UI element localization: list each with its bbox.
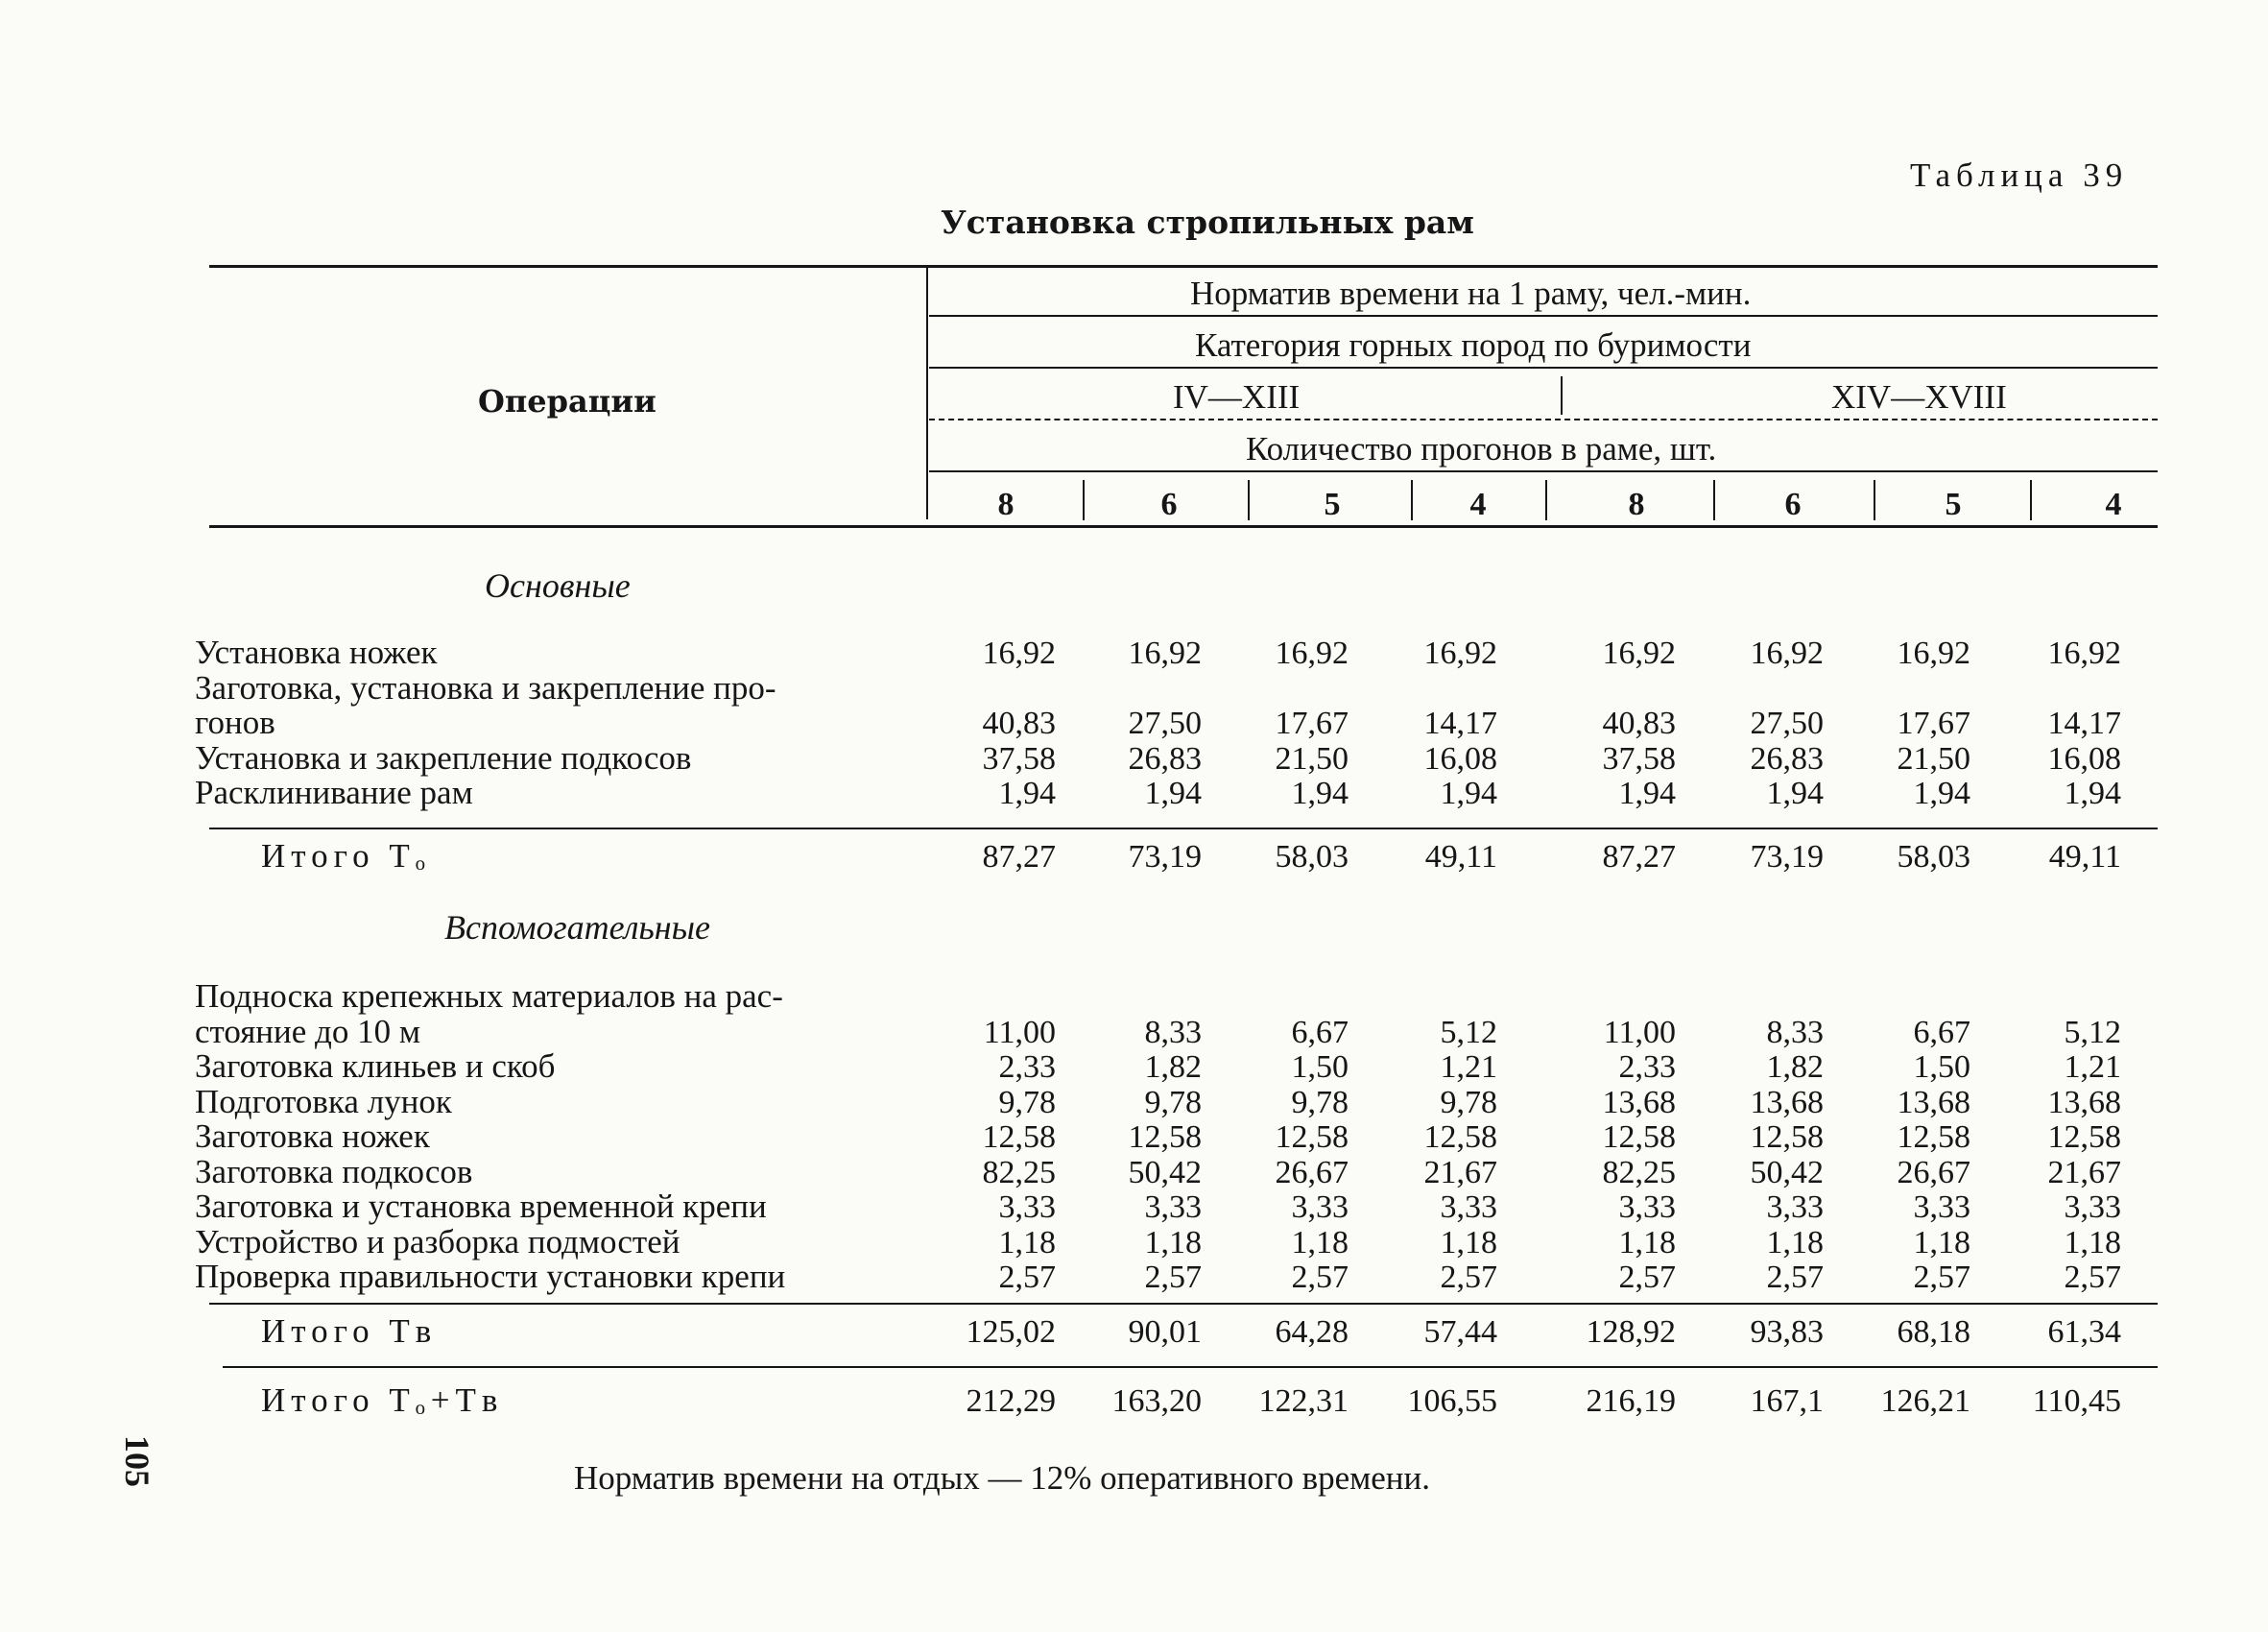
table-cell: 16,92 bbox=[1602, 636, 1676, 671]
page-number: 105 bbox=[118, 1435, 156, 1487]
total-cell: 167,1 bbox=[1750, 1383, 1824, 1419]
row-label: Заготовка, установка и закрепление про- bbox=[195, 668, 776, 707]
table-cell: 2,57 bbox=[1440, 1260, 1497, 1295]
table-cell: 2,33 bbox=[1618, 1049, 1676, 1085]
row-label: Подноска крепежных материалов на рас- bbox=[195, 977, 783, 1015]
table-cell: 40,83 bbox=[1602, 706, 1676, 741]
table-cell: 3,33 bbox=[1144, 1189, 1202, 1225]
table-cell: 16,08 bbox=[1423, 740, 1497, 777]
table-cell: 1,94 bbox=[998, 776, 1056, 811]
table-cell: 12,58 bbox=[1275, 1119, 1349, 1155]
total-cell: 122,31 bbox=[1258, 1383, 1349, 1419]
total-ov-rule bbox=[223, 1366, 2158, 1368]
header-bottom-rule bbox=[209, 525, 2158, 528]
column-header-divider bbox=[1545, 480, 1547, 520]
table-cell: 1,82 bbox=[1766, 1049, 1824, 1085]
footnote: Норматив времени на отдых — 12% оперативного времени. bbox=[574, 1459, 1431, 1497]
table-cell: 40,83 bbox=[982, 706, 1056, 741]
table-cell: 16,92 bbox=[1128, 636, 1202, 671]
table-cell: 21,50 bbox=[1275, 740, 1349, 777]
total-label: Итого Tₒ bbox=[261, 837, 431, 875]
category-header: Категория горных пород по буримости bbox=[1195, 326, 1752, 364]
section-main-title: Основные bbox=[485, 566, 631, 605]
table-cell: 12,58 bbox=[1750, 1119, 1824, 1155]
table-cell: 16,08 bbox=[2047, 740, 2121, 777]
table-cell: 2,57 bbox=[2064, 1260, 2121, 1295]
table-top-rule bbox=[209, 265, 2158, 268]
table-cell: 16,92 bbox=[982, 636, 1056, 671]
table-cell: 3,33 bbox=[1766, 1189, 1824, 1225]
table-cell: 26,83 bbox=[1128, 740, 1202, 777]
table-cell: 50,42 bbox=[1750, 1154, 1824, 1190]
total-cell: 128,92 bbox=[1586, 1314, 1676, 1350]
section-aux-title: Вспомогательные bbox=[444, 908, 710, 947]
table-cell: 9,78 bbox=[1291, 1084, 1349, 1120]
table-cell: 1,94 bbox=[1291, 776, 1349, 811]
row-label: Заготовка и установка временной крепи bbox=[195, 1188, 767, 1225]
table-cell: 1,18 bbox=[998, 1224, 1056, 1260]
column-header-divider bbox=[1874, 480, 1875, 520]
table-cell: 1,18 bbox=[1144, 1224, 1202, 1260]
column-header: 8 bbox=[1628, 487, 1645, 522]
total-cell: 87,27 bbox=[982, 839, 1056, 875]
table-cell: 12,58 bbox=[1423, 1119, 1497, 1155]
table-title: Установка стропильных рам bbox=[941, 204, 1474, 241]
table-cell: 1,21 bbox=[1440, 1049, 1497, 1085]
total-label: Итого Tₒ+Tв bbox=[261, 1381, 504, 1419]
purlins-header: Количество прогонов в раме, шт. bbox=[1246, 430, 1717, 468]
total-cell: 163,20 bbox=[1111, 1383, 1202, 1419]
table-cell: 8,33 bbox=[1144, 1014, 1202, 1050]
table-cell: 1,18 bbox=[2064, 1224, 2121, 1260]
header-rule-1 bbox=[929, 315, 2158, 317]
total-cell: 49,11 bbox=[1424, 839, 1497, 875]
table-cell: 16,92 bbox=[1275, 636, 1349, 671]
header-vertical-divider bbox=[926, 265, 928, 519]
column-header: 6 bbox=[1784, 487, 1802, 522]
total-cell: 57,44 bbox=[1423, 1314, 1497, 1350]
table-cell: 16,92 bbox=[1423, 636, 1497, 671]
norm-header: Норматив времени на 1 раму, чел.-мин. bbox=[1190, 275, 1752, 312]
table-cell: 21,50 bbox=[1897, 740, 1970, 777]
column-header-divider bbox=[1411, 480, 1413, 520]
table-cell: 1,94 bbox=[2064, 776, 2121, 811]
table-cell: 21,67 bbox=[1423, 1154, 1497, 1190]
table-cell: 8,33 bbox=[1766, 1014, 1824, 1050]
table-cell: 3,33 bbox=[1291, 1189, 1349, 1225]
table-cell: 6,67 bbox=[1913, 1014, 1970, 1050]
table-cell: 3,33 bbox=[1913, 1189, 1970, 1225]
total-o-rule bbox=[209, 828, 2158, 829]
total-cell: 110,45 bbox=[2032, 1383, 2121, 1419]
table-cell: 1,21 bbox=[2064, 1049, 2121, 1085]
table-cell: 3,33 bbox=[1618, 1189, 1676, 1225]
table-cell: 21,67 bbox=[2047, 1154, 2121, 1190]
table-cell: 14,17 bbox=[2047, 706, 2121, 741]
row-label: Устройство и разборка подмостей bbox=[195, 1222, 680, 1260]
row-label: Заготовка клиньев и скоб bbox=[195, 1047, 556, 1085]
table-cell: 1,94 bbox=[1618, 776, 1676, 811]
total-cell: 125,02 bbox=[966, 1314, 1056, 1350]
table-cell: 27,50 bbox=[1128, 706, 1202, 741]
table-cell: 2,57 bbox=[1766, 1260, 1824, 1295]
total-cell: 212,29 bbox=[966, 1383, 1056, 1419]
table-cell: 6,67 bbox=[1291, 1014, 1349, 1050]
table-cell: 1,94 bbox=[1766, 776, 1824, 811]
table-cell: 3,33 bbox=[1440, 1189, 1497, 1225]
column-header-divider bbox=[1083, 480, 1085, 520]
total-cell: 216,19 bbox=[1586, 1383, 1676, 1419]
column-header: 4 bbox=[1469, 487, 1487, 522]
table-cell: 1,50 bbox=[1291, 1049, 1349, 1085]
table-cell: 37,58 bbox=[982, 740, 1056, 777]
table-label: Таблица 39 bbox=[1910, 156, 2129, 194]
table-cell: 2,57 bbox=[1144, 1260, 1202, 1295]
total-cell: 90,01 bbox=[1128, 1314, 1202, 1350]
table-cell: 50,42 bbox=[1128, 1154, 1202, 1190]
column-header: 4 bbox=[2105, 487, 2122, 522]
row-label: стояние до 10 м bbox=[195, 1012, 421, 1050]
table-cell: 82,25 bbox=[982, 1154, 1056, 1190]
table-cell: 12,58 bbox=[1602, 1119, 1676, 1155]
total-v-rule bbox=[209, 1303, 2158, 1305]
column-header: 5 bbox=[1945, 487, 1962, 522]
table-cell: 1,18 bbox=[1440, 1224, 1497, 1260]
row-label: Установка и закрепление подкосов bbox=[195, 738, 692, 777]
row-label: гонов bbox=[195, 704, 275, 741]
row-label: Расклинивание рам bbox=[195, 774, 473, 811]
table-cell: 26,83 bbox=[1750, 740, 1824, 777]
table-cell: 13,68 bbox=[1602, 1084, 1676, 1120]
table-cell: 5,12 bbox=[2064, 1014, 2121, 1050]
column-header: 8 bbox=[997, 487, 1015, 522]
table-cell: 2,57 bbox=[1913, 1260, 1970, 1295]
table-cell: 16,92 bbox=[1897, 636, 1970, 671]
table-cell: 1,18 bbox=[1291, 1224, 1349, 1260]
column-header-divider bbox=[1713, 480, 1715, 520]
table-cell: 9,78 bbox=[1440, 1084, 1497, 1120]
table-cell: 1,18 bbox=[1766, 1224, 1824, 1260]
table-cell: 9,78 bbox=[1144, 1084, 1202, 1120]
row-label: Заготовка ножек bbox=[195, 1117, 430, 1155]
table-cell: 2,57 bbox=[998, 1260, 1056, 1295]
table-cell: 1,94 bbox=[1144, 776, 1202, 811]
group-divider bbox=[1561, 376, 1563, 415]
column-header: 6 bbox=[1160, 487, 1178, 522]
table-cell: 2,57 bbox=[1291, 1260, 1349, 1295]
total-cell: 106,55 bbox=[1407, 1383, 1497, 1419]
table-cell: 1,18 bbox=[1618, 1224, 1676, 1260]
total-cell: 73,19 bbox=[1128, 839, 1202, 875]
operations-header: Операции bbox=[478, 383, 657, 420]
table-cell: 27,50 bbox=[1750, 706, 1824, 741]
total-cell: 93,83 bbox=[1750, 1314, 1824, 1350]
total-cell: 68,18 bbox=[1897, 1314, 1970, 1350]
table-cell: 1,94 bbox=[1440, 776, 1497, 811]
total-cell: 58,03 bbox=[1897, 839, 1970, 875]
total-cell: 64,28 bbox=[1275, 1314, 1349, 1350]
table-cell: 11,00 bbox=[983, 1014, 1056, 1050]
table-cell: 37,58 bbox=[1602, 740, 1676, 777]
table-cell: 2,33 bbox=[998, 1049, 1056, 1085]
total-cell: 58,03 bbox=[1275, 839, 1349, 875]
table-cell: 17,67 bbox=[1275, 706, 1349, 741]
row-label: Установка ножек bbox=[195, 634, 438, 671]
table-cell: 13,68 bbox=[1750, 1084, 1824, 1120]
table-cell: 1,18 bbox=[1913, 1224, 1970, 1260]
table-cell: 13,68 bbox=[2047, 1084, 2121, 1120]
table-cell: 12,58 bbox=[2047, 1119, 2121, 1155]
table-cell: 12,58 bbox=[1128, 1119, 1202, 1155]
header-rule-3 bbox=[929, 419, 2158, 420]
table-cell: 26,67 bbox=[1897, 1154, 1970, 1190]
total-cell: 61,34 bbox=[2047, 1314, 2121, 1350]
table-cell: 1,82 bbox=[1144, 1049, 1202, 1085]
table-cell: 82,25 bbox=[1602, 1154, 1676, 1190]
group1-header: IV—XIII bbox=[1173, 378, 1301, 416]
row-label: Заготовка подкосов bbox=[195, 1152, 473, 1190]
total-cell: 73,19 bbox=[1750, 839, 1824, 875]
table-cell: 13,68 bbox=[1897, 1084, 1970, 1120]
header-rule-2 bbox=[929, 367, 2158, 369]
total-cell: 126,21 bbox=[1880, 1383, 1970, 1419]
row-label: Подготовка лунок bbox=[195, 1082, 452, 1120]
table-cell: 12,58 bbox=[982, 1119, 1056, 1155]
table-cell: 5,12 bbox=[1440, 1014, 1497, 1050]
column-header-divider bbox=[1248, 480, 1250, 520]
table-cell: 9,78 bbox=[998, 1084, 1056, 1120]
total-cell: 49,11 bbox=[2048, 839, 2121, 875]
table-cell: 17,67 bbox=[1897, 706, 1970, 741]
row-label: Проверка правильности установки крепи bbox=[195, 1258, 786, 1295]
total-cell: 87,27 bbox=[1602, 839, 1676, 875]
table-cell: 16,92 bbox=[2047, 636, 2121, 671]
table-cell: 11,00 bbox=[1603, 1014, 1676, 1050]
total-label: Итого Tв bbox=[261, 1312, 438, 1350]
table-cell: 12,58 bbox=[1897, 1119, 1970, 1155]
table-cell: 14,17 bbox=[1423, 706, 1497, 741]
table-cell: 2,57 bbox=[1618, 1260, 1676, 1295]
table-cell: 16,92 bbox=[1750, 636, 1824, 671]
header-rule-4 bbox=[929, 470, 2158, 472]
table-cell: 1,94 bbox=[1913, 776, 1970, 811]
table-cell: 3,33 bbox=[2064, 1189, 2121, 1225]
group2-header: XIV—XVIII bbox=[1831, 378, 2007, 416]
column-header-divider bbox=[2030, 480, 2032, 520]
column-header: 5 bbox=[1324, 487, 1341, 522]
table-cell: 3,33 bbox=[998, 1189, 1056, 1225]
table-cell: 1,50 bbox=[1913, 1049, 1970, 1085]
table-cell: 26,67 bbox=[1275, 1154, 1349, 1190]
